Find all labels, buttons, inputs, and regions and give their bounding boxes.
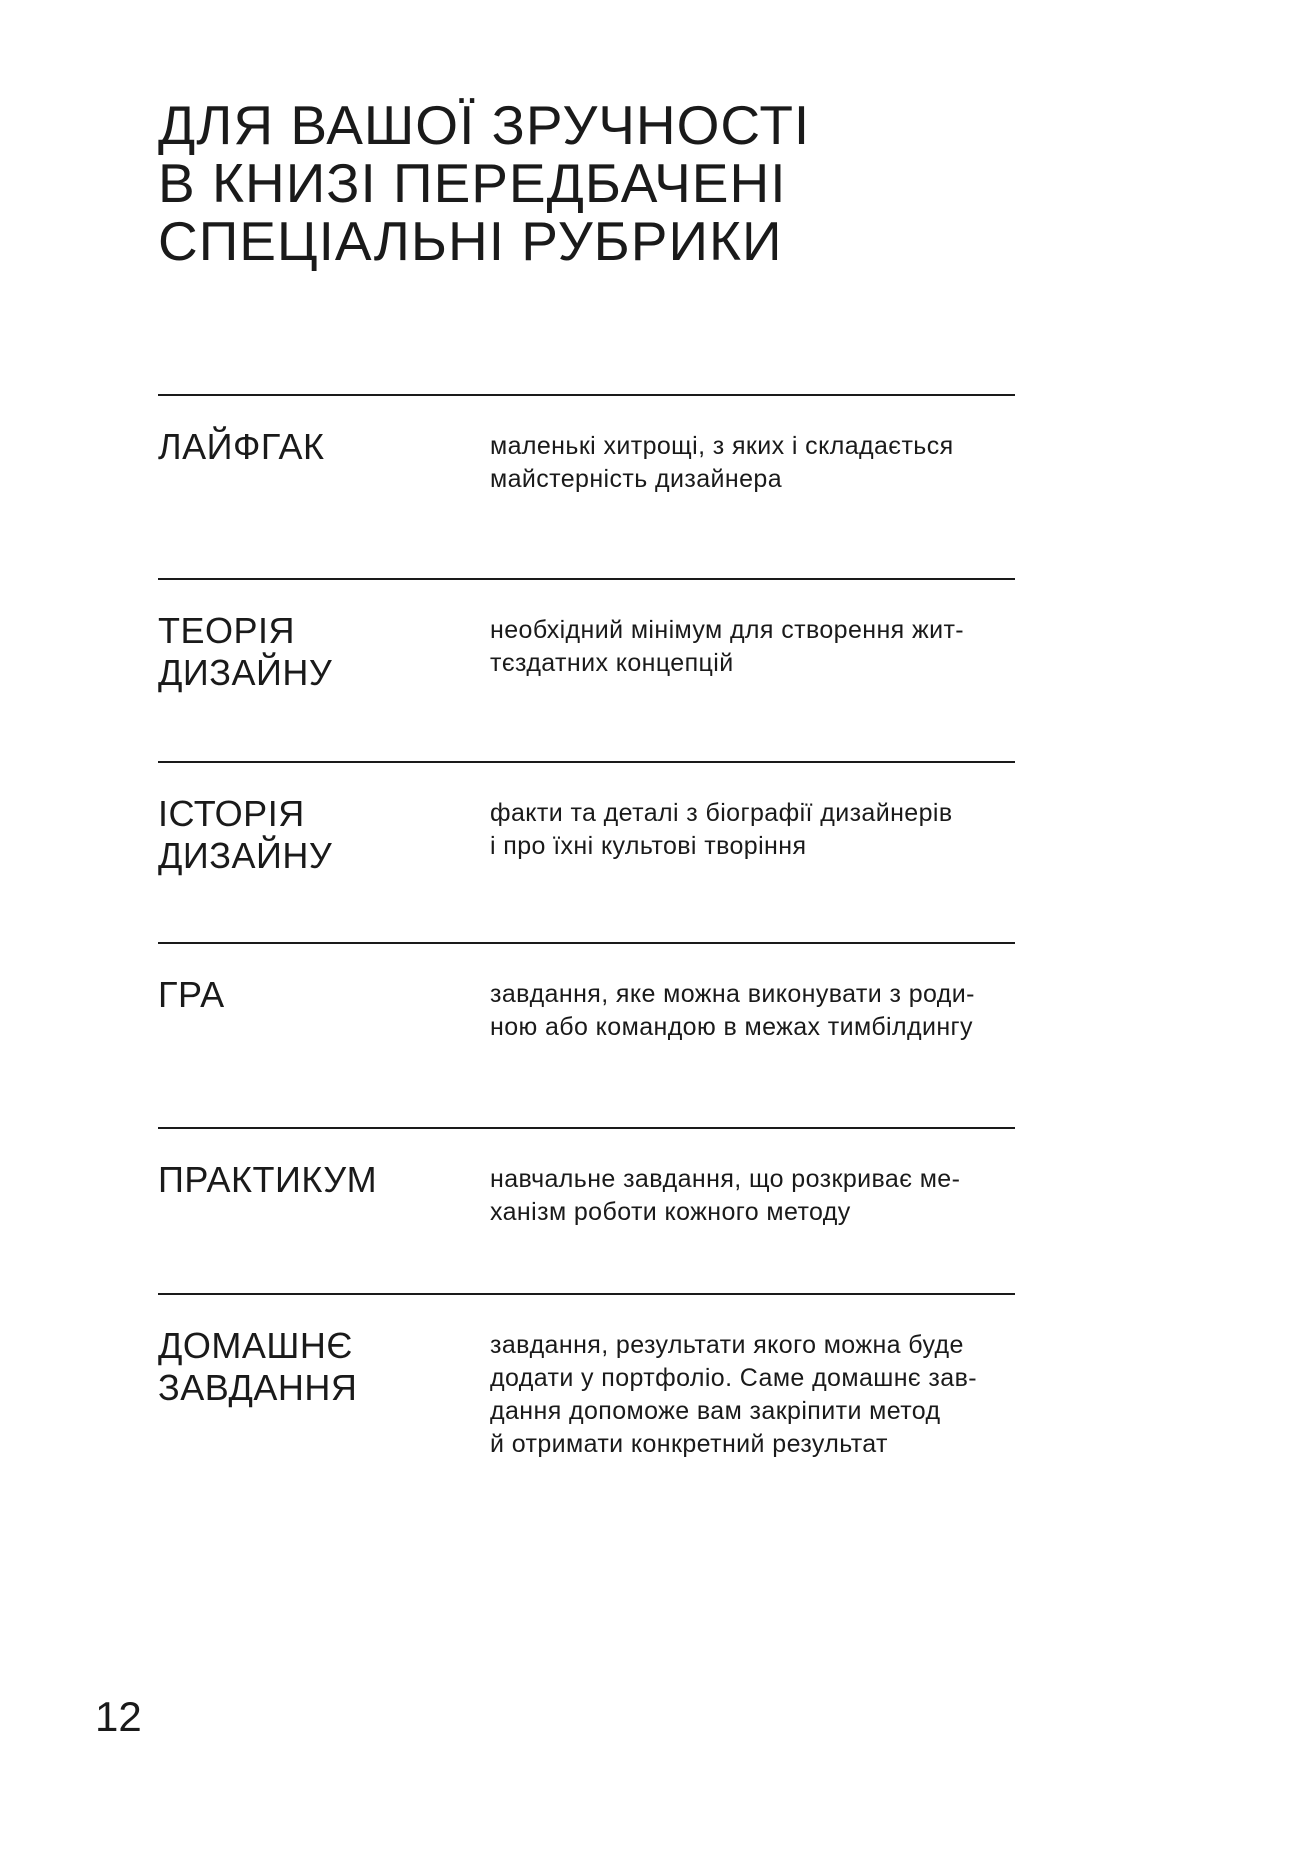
rubric-description-line: майстерність дизайнера xyxy=(490,465,783,493)
rubric-description-line: необхідний мінімум для створення жит- xyxy=(490,616,965,644)
rubric-name xyxy=(158,426,490,468)
rubric-homework xyxy=(158,1293,1015,1493)
rubric-name-line: ЛАЙФГАК xyxy=(158,426,325,467)
page-number: 12 xyxy=(95,1693,142,1740)
page-title xyxy=(158,96,810,270)
title-line: СПЕЦІАЛЬНІ РУБРИКИ xyxy=(158,210,783,272)
rubric-description xyxy=(490,1329,1015,1461)
rubric-name-line: ЗАВДАННЯ xyxy=(158,1367,358,1408)
rubric-description-line: і про їхні культові творіння xyxy=(490,832,807,860)
rubric-list xyxy=(158,394,1015,1493)
rubric-description-line: дання допоможе вам закріпити метод xyxy=(490,1397,941,1425)
title-line: В КНИЗІ ПЕРЕДБАЧЕНІ xyxy=(158,152,787,214)
rubric-name-line: ІСТОРІЯ xyxy=(158,793,305,834)
rubric-description-line: ною або командою в межах тимбілдингу xyxy=(490,1013,973,1041)
rubric-design-theory xyxy=(158,578,1015,761)
rubric-name xyxy=(158,793,490,877)
rubric-name-line: ТЕОРІЯ xyxy=(158,610,296,651)
rubric-description-line: завдання, результати якого можна буде xyxy=(490,1331,964,1359)
title-line: ДЛЯ ВАШОЇ ЗРУЧНОСТІ xyxy=(158,94,811,156)
rubric-name-line: ПРАКТИКУМ xyxy=(158,1159,378,1200)
rubric-description xyxy=(490,430,1015,496)
rubric-name xyxy=(158,974,490,1016)
rubric-description xyxy=(490,978,1015,1044)
rubric-description xyxy=(490,797,1015,863)
rubric-description-line: маленькі хитрощі, з яких і складається xyxy=(490,432,954,460)
rubric-description-line: тєздатних концепцій xyxy=(490,649,734,677)
rubric-lifehack xyxy=(158,394,1015,578)
rubric-practicum xyxy=(158,1127,1015,1293)
rubric-description xyxy=(490,614,1015,680)
rubric-name-line: ДИЗАЙНУ xyxy=(158,835,333,876)
rubric-name-line: ДОМАШНЄ xyxy=(158,1325,353,1366)
rubric-description xyxy=(490,1163,1015,1229)
rubric-design-history xyxy=(158,761,1015,942)
rubric-name xyxy=(158,1325,490,1409)
rubric-description-line: факти та деталі з біографії дизайнерів xyxy=(490,799,953,827)
rubric-description-line: ханізм роботи кожного методу xyxy=(490,1198,851,1226)
rubric-description-line: навчальне завдання, що розкриває ме- xyxy=(490,1165,961,1193)
rubric-description-line: завдання, яке можна виконувати з роди- xyxy=(490,980,975,1008)
rubric-description-line: додати у портфоліо. Саме домашнє зав- xyxy=(490,1364,977,1392)
rubric-name-line: ДИЗАЙНУ xyxy=(158,652,333,693)
rubric-name xyxy=(158,610,490,694)
rubric-name xyxy=(158,1159,490,1201)
rubric-description-line: й отримати конкретний результат xyxy=(490,1430,888,1458)
rubric-game xyxy=(158,942,1015,1127)
rubric-name-line: ГРА xyxy=(158,974,225,1015)
